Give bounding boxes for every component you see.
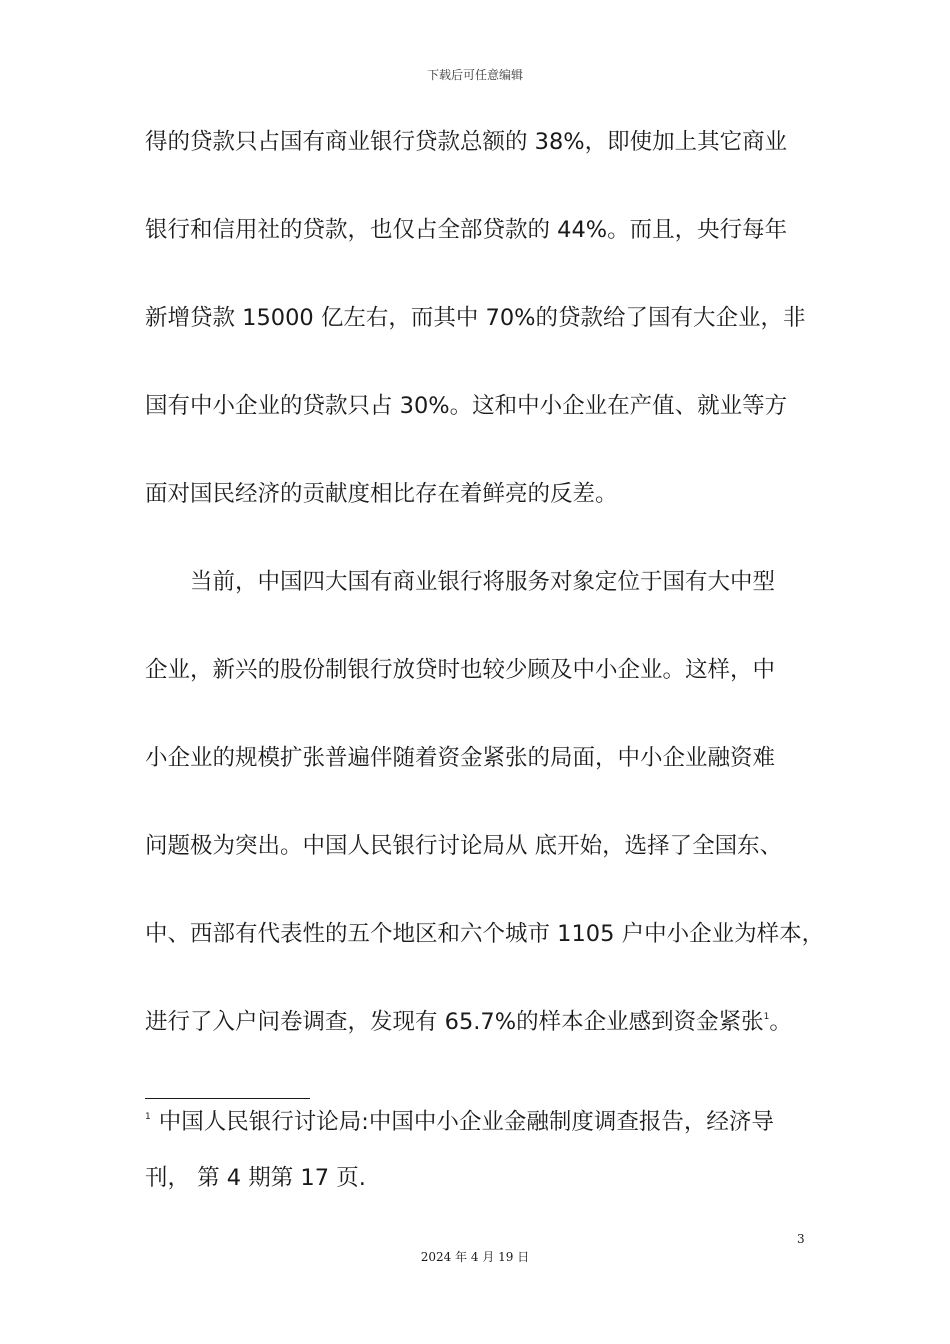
text-line-content: 进行了入户问卷调查，发现有 65.7%的样本企业感到资金紧张: [145, 1009, 764, 1035]
footnote-line: [145, 1100, 807, 1156]
text-line: 当前，中国四大国有商业银行将服务对象定位于国有大中型: [190, 569, 776, 595]
footnote-marker: 1: [145, 1112, 151, 1122]
footnote-text: 中国人民银行讨论局:中国中小企业金融制度调查报告，经济导: [158, 1109, 774, 1135]
page-number: 3: [797, 1232, 805, 1246]
text-line: 新增贷款 15000 亿左右，而其中 70%的贷款给了国有大企业，非: [145, 305, 806, 331]
text-line: 面对国民经济的贡献度相比存在着鲜亮的反差。: [145, 481, 618, 507]
footnote-section: [145, 1100, 807, 1212]
footnote-line: 刊， 第 4 期第 17 页.: [145, 1165, 366, 1191]
sentence-end: 。: [769, 1009, 792, 1035]
text-line: 小企业的规模扩张普遍伴随着资金紧张的局面，中小企业融资难: [145, 745, 776, 771]
body-text: [145, 118, 825, 1086]
page-footer-date: 2024 年 4 月 19 日: [420, 1250, 530, 1264]
text-line-last: [145, 998, 807, 1086]
footnote-reference[interactable]: 1: [763, 1012, 770, 1022]
text-line: 问题极为突出。中国人民银行讨论局从 底开始，选择了全国东、: [145, 833, 783, 859]
footnote-separator: [145, 1098, 310, 1099]
text-line: 银行和信用社的贷款，也仅占全部贷款的 44%。而且，央行每年: [145, 217, 788, 243]
text-line: 得的贷款只占国有商业银行贷款总额的 38%，即使加上其它商业: [145, 129, 788, 155]
text-line: 国有中小企业的贷款只占 30%。这和中小企业在产值、就业等方: [145, 393, 788, 419]
page-header: 下载后可任意编辑: [426, 68, 523, 82]
text-line: 企业，新兴的股份制银行放贷时也较少顾及中小企业。这样，中: [145, 657, 776, 683]
text-line: 中、西部有代表性的五个地区和六个城市 1105 户中小企业为样本，: [145, 921, 825, 947]
